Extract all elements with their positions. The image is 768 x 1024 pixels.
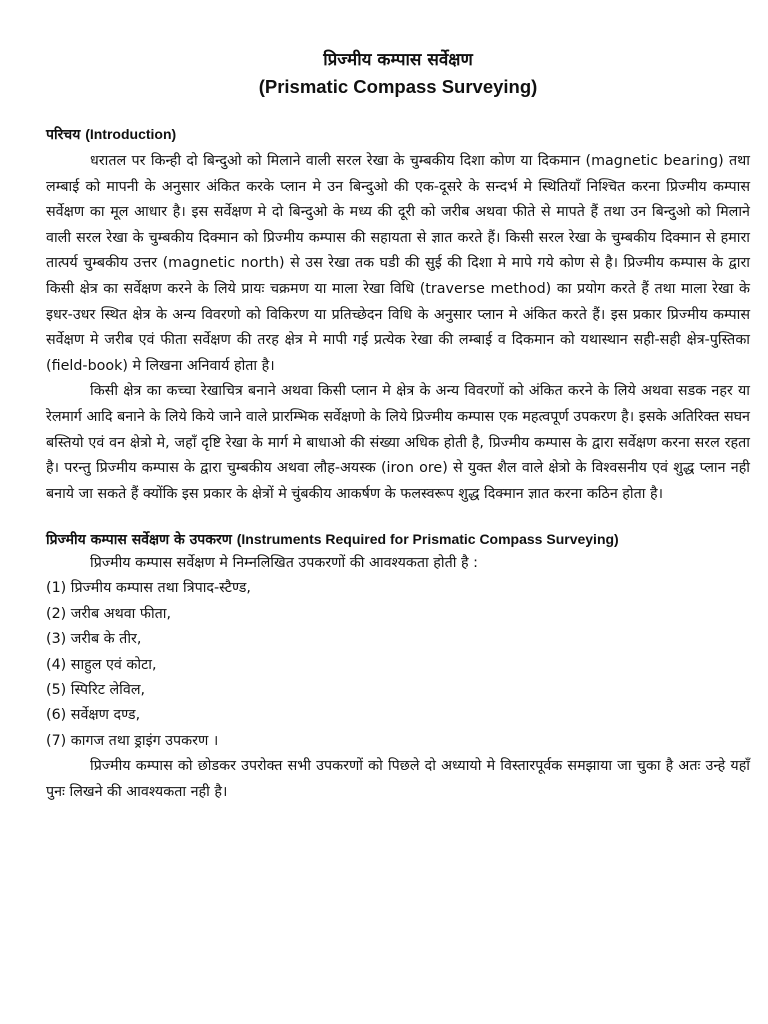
instruments-heading-english: (Instruments Required for Prismatic Compass Surveying): [236, 531, 619, 548]
instruments-intro: प्रिज्मीय कम्पास सर्वेक्षण मे निम्नलिखित उपकरणों की आवश्यकता होती है :: [90, 555, 478, 572]
list-item: (4) साहुल एवं कोटा,: [46, 656, 157, 673]
introduction-heading-english: (Introduction): [85, 126, 177, 142]
instruments-list: [46, 576, 750, 754]
introduction-heading-hindi: परिचय: [46, 127, 81, 143]
list-item: (3) जरीब के तीर,: [46, 631, 142, 648]
list-item: (6) सर्वेक्षण दण्ड,: [46, 707, 141, 724]
list-item: (5) स्पिरिट लेविल,: [46, 681, 146, 698]
document-title-english: (Prismatic Compass Surveying): [258, 76, 538, 97]
instruments-closing-paragraph: प्रिज्मीय कम्पास को छोडकर उपरोक्त सभी उपकरणों को पिछले दो अध्यायो मे विस्तारपूर्वक समझाया जा चुका है अतः उन्हे यहाँ पुनः लिखने की आवश्यकता नही है।: [46, 758, 750, 800]
instruments-heading: [46, 529, 750, 551]
list-item: (2) जरीब अथवा फीता,: [46, 605, 172, 622]
introduction-section: [46, 122, 750, 507]
list-item: (7) कागज तथा ड्राइंग उपकरण ।: [46, 732, 219, 749]
instruments-heading-hindi: प्रिज्मीय कम्पास सर्वेक्षण के उपकरण: [46, 532, 232, 549]
list-item: (1) प्रिज्मीय कम्पास तथा त्रिपाद-स्टैण्ड,: [46, 580, 251, 597]
instruments-section: [46, 529, 750, 805]
introduction-paragraph-2: किसी क्षेत्र का कच्चा रेखाचित्र बनाने अथवा किसी प्लान मे क्षेत्र के अन्य विवरणों को अंकित करने के लिये अथवा सडक नहर या रेलमार्ग आदि बनाने के लिये किये जाने वाले प्रारम्भिक सर्वेक्षणो के लिये प्रिज्मीय कम्पास एक महत्वपूर्ण उपकरण है। इसके अतिरिक्त सघन बस्तियो एवं वन क्षेत्रो मे, जहाँ दृष्टि रेखा के मार्ग मे बाधाओ की संख्या अधिक होती है, प्रिज्मीय कम्पास के द्वारा सर्वेक्षण करना सरल रहता है। परन्तु प्रिज्मीय कम्पास के द्वारा चुम्बकीय अथवा लौह-अयस्क (iron ore) से युक्त शैल वाले क्षेत्रो के विश्वसनीय एवं शुद्ध प्लान नही बनाये जा सकते हैं क्योंकि इस प्रकार के क्षेत्रों मे चुंबकीय आकर्षण के फलस्वरूप शुद्ध दिक्मान ज्ञात करना कठिन होता है।: [46, 383, 750, 502]
introduction-heading: [46, 122, 750, 147]
introduction-paragraph-1: धरातल पर किन्ही दो बिन्दुओ को मिलाने वाली सरल रेखा के चुम्बकीय दिशा कोण या दिकमान (magnetic bearing) तथा लम्बाई को मापनी के अनुसार अंकित करके प्लान मे उन बिन्दुओ की एक-दूसरे के सन्दर्भ मे स्थितियाँ निश्चित करना प्रिज्मीय कम्पास सर्वेक्षण का मूल आधार है। इस सर्वेक्षण मे दो बिन्दुओ के मध्य की दूरी को जरीब अथवा फीते से मापते हैं तथा उन बिन्दुओ को मिलाने वाली सरल रेखा के चुम्बकीय दिक्मान को प्रिज्मीय कम्पास की सहायता से ज्ञात करते हैं। किसी सरल रेखा के चुम्बकीय दिक्मान से हमारा तात्पर्य चुम्बकीय उत्तर (magnetic north) से उस रेखा तक घडी की सुई की दिशा मे मापे गये कोण से है। प्रिज्मीय कम्पास के द्वारा किसी क्षेत्र का सर्वेक्षण करने के लिये प्रायः चक्रमण या माला रेखा विधि (traverse method) का प्रयोग करते हैं तथा माला रेखा के इधर-उधर स्थित क्षेत्र के अन्य विवरणो को विकिरण या प्रतिच्छेदन विधि के अनुसार प्लान मे अंकित करते हैं। इस प्रकार प्रिज्मीय कम्पास सर्वेक्षण मे जरीब एवं फीता सर्वेक्षण की तरह क्षेत्र मे मापी गई प्रत्येक रेखा की लम्बाई व दिकमान को यथास्थान सही-सही क्षेत्र-पुस्तिका (field-book) मे लिखना अनिवार्य होता है।: [46, 153, 750, 374]
document-title-hindi: प्रिज्मीय कम्पास सर्वेक्षण: [323, 50, 473, 70]
